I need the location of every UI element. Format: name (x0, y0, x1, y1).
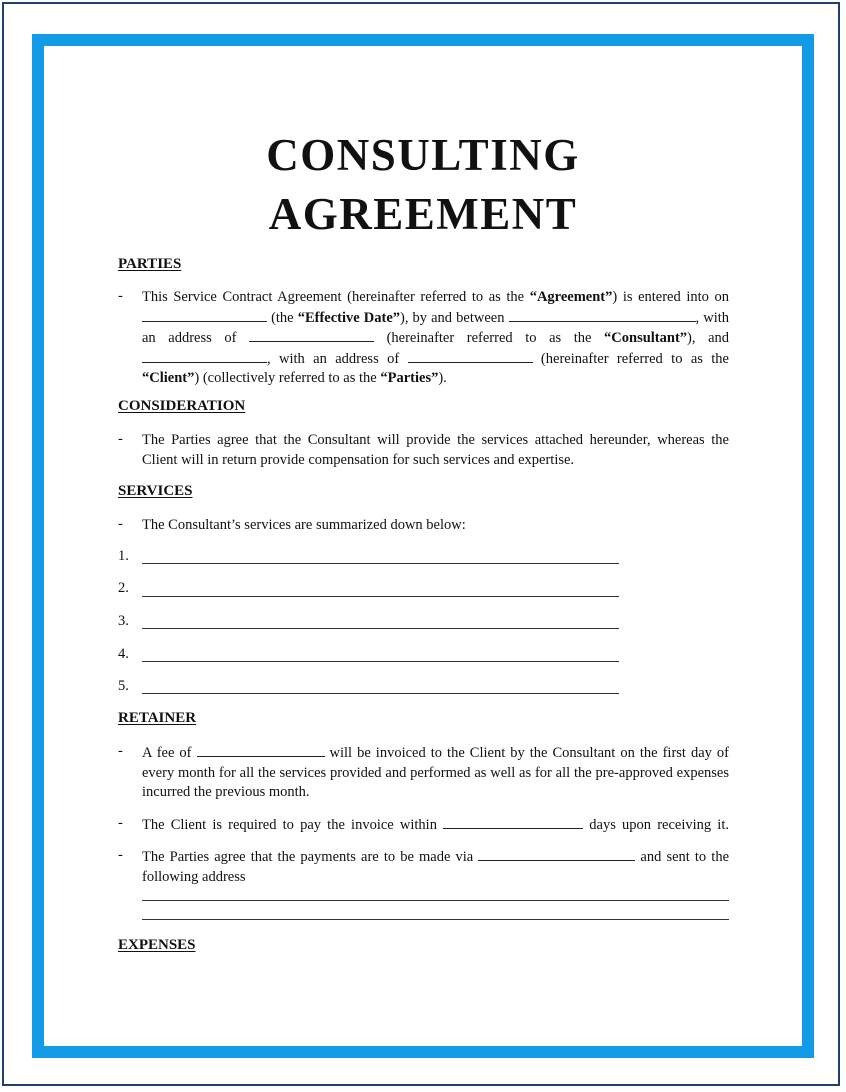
consideration-bullet: - (118, 431, 123, 447)
retainer-fee-paragraph: A fee of will be invoiced to the Client by the Consultant on the first day of every month for all the services provided and performed as well as for all the pre-approved expenses incurred the previous month. (142, 745, 730, 800)
document-title-line-2: AGREEMENT (268, 189, 578, 239)
retainer-bullet: - (118, 743, 123, 759)
retainer-bullet: - (118, 815, 123, 831)
service-item-number: 4. (118, 646, 129, 662)
fee-amount-blank[interactable] (197, 743, 325, 757)
service-item-number: 3. (118, 613, 129, 629)
service-item-number: 5. (118, 678, 129, 694)
address-line-2[interactable] (142, 919, 729, 920)
consultant-name-blank[interactable] (509, 308, 696, 322)
services-heading: SERVICES (118, 483, 193, 499)
client-address-blank[interactable] (408, 349, 533, 363)
services-intro: The Consultant’s services are summarized down below: (142, 517, 466, 533)
services-bullet: - (118, 516, 123, 532)
page-frame (32, 34, 814, 1058)
retainer-bullet: - (118, 847, 123, 863)
service-item-line[interactable] (142, 661, 619, 662)
consultant-address-blank[interactable] (249, 328, 374, 342)
client-name-blank[interactable] (142, 349, 267, 363)
retainer-payment-terms-paragraph: The Client is required to pay the invoice within days upon receiving it. (142, 817, 729, 833)
service-item-number: 1. (118, 548, 129, 564)
expenses-heading: EXPENSES (118, 937, 196, 953)
service-item-line[interactable] (142, 628, 619, 629)
parties-paragraph: This Service Contract Agreement (hereinafter referred to as the “Agreement”) is entered into on (the “Effective Date”), by and between , with an address of (hereinafter referred to as the “Consultant”), and , with an address of (hereinafter referred to as the “Client”) (collectively referred to as the “Parties”). (142, 289, 730, 386)
parties-heading: PARTIES (118, 256, 182, 272)
consideration-paragraph: The Parties agree that the Consultant will provide the services attached hereunder, whereas the Client will in return provide compensation for such services and expertise. (142, 432, 729, 468)
consideration-heading: CONSIDERATION (118, 398, 246, 414)
retainer-heading: RETAINER (118, 710, 197, 726)
payment-method-blank[interactable] (478, 847, 635, 861)
service-item-line[interactable] (142, 596, 619, 597)
retainer-payment-method-paragraph: The Parties agree that the payments are to be made via and sent to the following address (142, 849, 729, 885)
parties-bullet: - (118, 288, 123, 304)
service-item-line[interactable] (142, 693, 619, 694)
document-title-line-1: CONSULTING (266, 130, 580, 180)
payment-days-blank[interactable] (443, 815, 583, 829)
service-item-line[interactable] (142, 563, 619, 564)
address-line-1[interactable] (142, 900, 729, 901)
service-item-number: 2. (118, 580, 129, 596)
effective-date-blank[interactable] (142, 308, 267, 322)
